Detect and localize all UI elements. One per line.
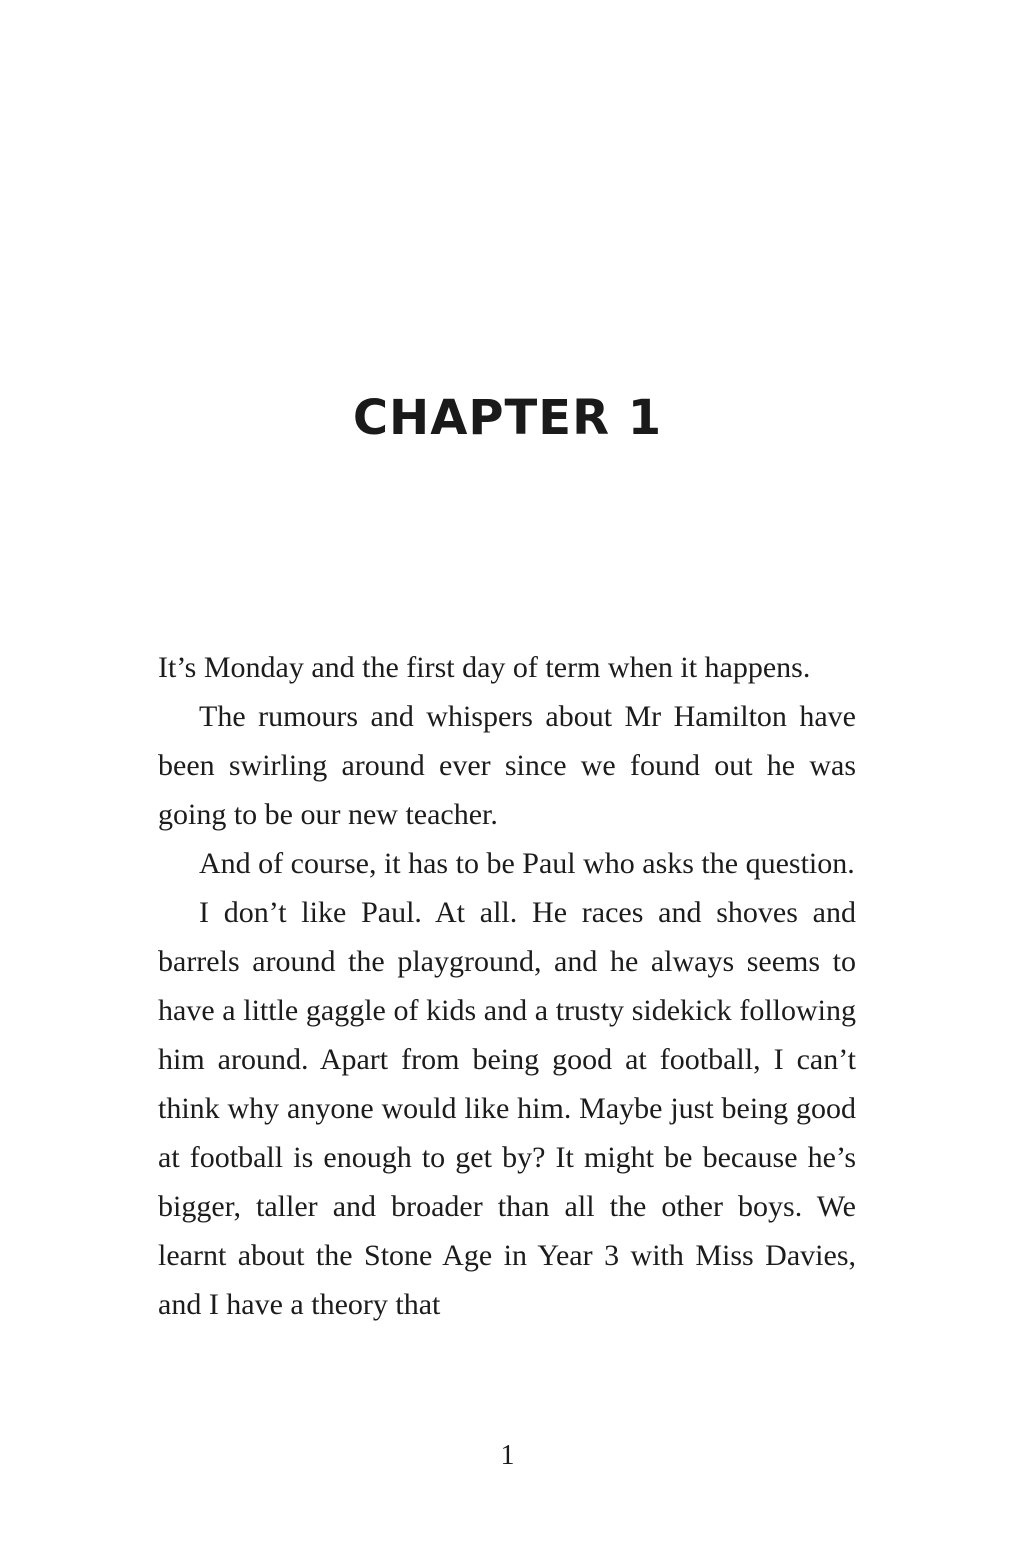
chapter-title: CHAPTER 1: [352, 390, 663, 446]
paragraph-3: And of course, it has to be Paul who asks the question.: [199, 847, 855, 880]
paragraph-2: The rumours and whispers about Mr Hamilton have been swirling around ever since we found out he was going to be our new teacher.: [158, 700, 856, 831]
chapter-body: [158, 643, 856, 1329]
paragraph-1: It’s Monday and the first day of term when it happens.: [158, 651, 811, 684]
page-number: 1: [500, 1440, 515, 1471]
paragraph-4: I don’t like Paul. At all. He races and shoves and barrels around the playground, and he always seems to have a little gaggle of kids and a trusty sidekick following him around. Apart from being good at football, I can’t think why anyone would like him. Maybe just being good at football is enough to get by? It might be because he’s bigger, taller and broader than all the other boys. We learnt about the Stone Age in Year 3 with Miss Davies, and I have a theory that: [158, 896, 856, 1321]
